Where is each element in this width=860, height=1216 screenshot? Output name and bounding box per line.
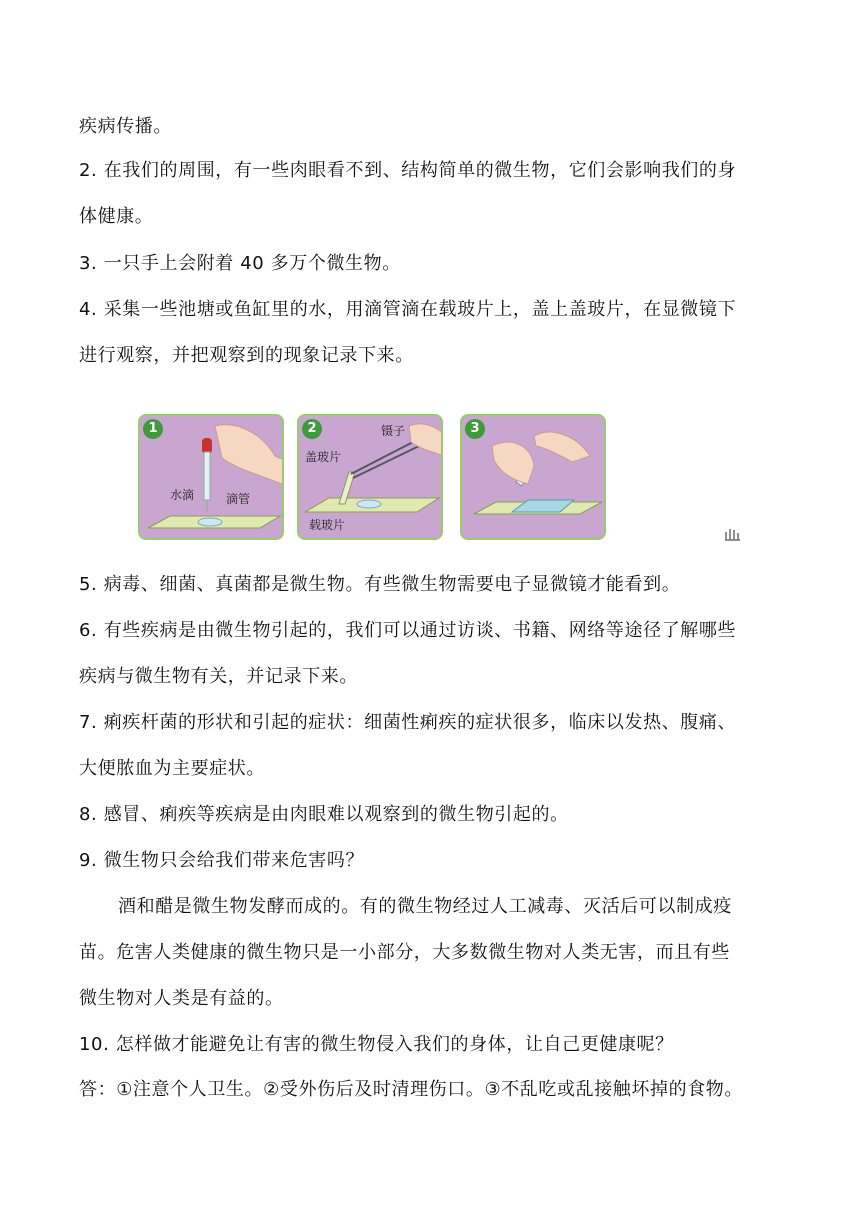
text-line: 体健康。 [79, 206, 154, 227]
step-number-badge: 3 [465, 419, 485, 439]
text-line: 5. 病毒、细菌、真菌都是微生物。有些微生物需要电子显微镜才能看到。 [79, 574, 681, 595]
hand-watermark-icon [722, 526, 744, 542]
text-line: 答：①注意个人卫生。②受外伤后及时清理伤口。③不乱吃或乱接触坏掉的食物。 [79, 1079, 744, 1100]
text-line: 9. 微生物只会给我们带来危害吗？ [79, 850, 365, 871]
text-line: 3. 一只手上会附着 40 多万个微生物。 [79, 253, 401, 274]
step-number-badge: 1 [143, 419, 163, 439]
text-line: 10. 怎样做才能避免让有害的微生物侵入我们的身体，让自己更健康呢？ [79, 1034, 674, 1055]
text-line: 大便脓血为主要症状。 [79, 758, 265, 779]
text-line: 苗。危害人类健康的微生物只是一小部分，大多数微生物对人类无害，而且有些 [79, 942, 730, 963]
text-line: 7. 痢疾杆菌的形状和引起的症状：细菌性痢疾的症状很多，临床以发热、腹痛、 [79, 712, 737, 733]
slide-preparation-figure [138, 414, 612, 542]
text-line: 微生物对人类是有益的。 [79, 988, 284, 1009]
text-line: 疾病与微生物有关，并记录下来。 [79, 666, 358, 687]
cover-slip-label: 盖玻片 [305, 450, 342, 464]
text-line: 4. 采集一些池塘或鱼缸里的水，用滴管滴在载玻片上，盖上盖玻片，在显微镜下 [79, 299, 737, 320]
text-line: 酒和醋是微生物发酵而成的。有的微生物经过人工减毒、灭活后可以制成疫 [118, 896, 732, 917]
figure-panel-3 [460, 414, 606, 540]
dropper-label: 滴管 [226, 492, 251, 506]
cover-slip-illustration [462, 416, 606, 540]
dropper-illustration [140, 416, 284, 540]
text-line: 进行观察，并把观察到的现象记录下来。 [79, 345, 414, 366]
text-line: 疾病传播。 [79, 116, 172, 137]
text-line: 8. 感冒、痢疾等疾病是由肉眼难以观察到的微生物引起的。 [79, 804, 569, 825]
figure-panel-2 [297, 414, 443, 540]
text-line: 2. 在我们的周围，有一些肉眼看不到、结构简单的微生物，它们会影响我们的身 [79, 160, 737, 181]
text-line: 6. 有些疾病是由微生物引起的，我们可以通过访谈、书籍、网络等途径了解哪些 [79, 620, 737, 641]
tweezers-label: 镊子 [381, 424, 406, 438]
water-drop-label: 水滴 [170, 488, 195, 502]
figure-panel-1 [138, 414, 284, 540]
slide-label: 载玻片 [309, 518, 346, 532]
step-number-badge: 2 [302, 419, 322, 439]
